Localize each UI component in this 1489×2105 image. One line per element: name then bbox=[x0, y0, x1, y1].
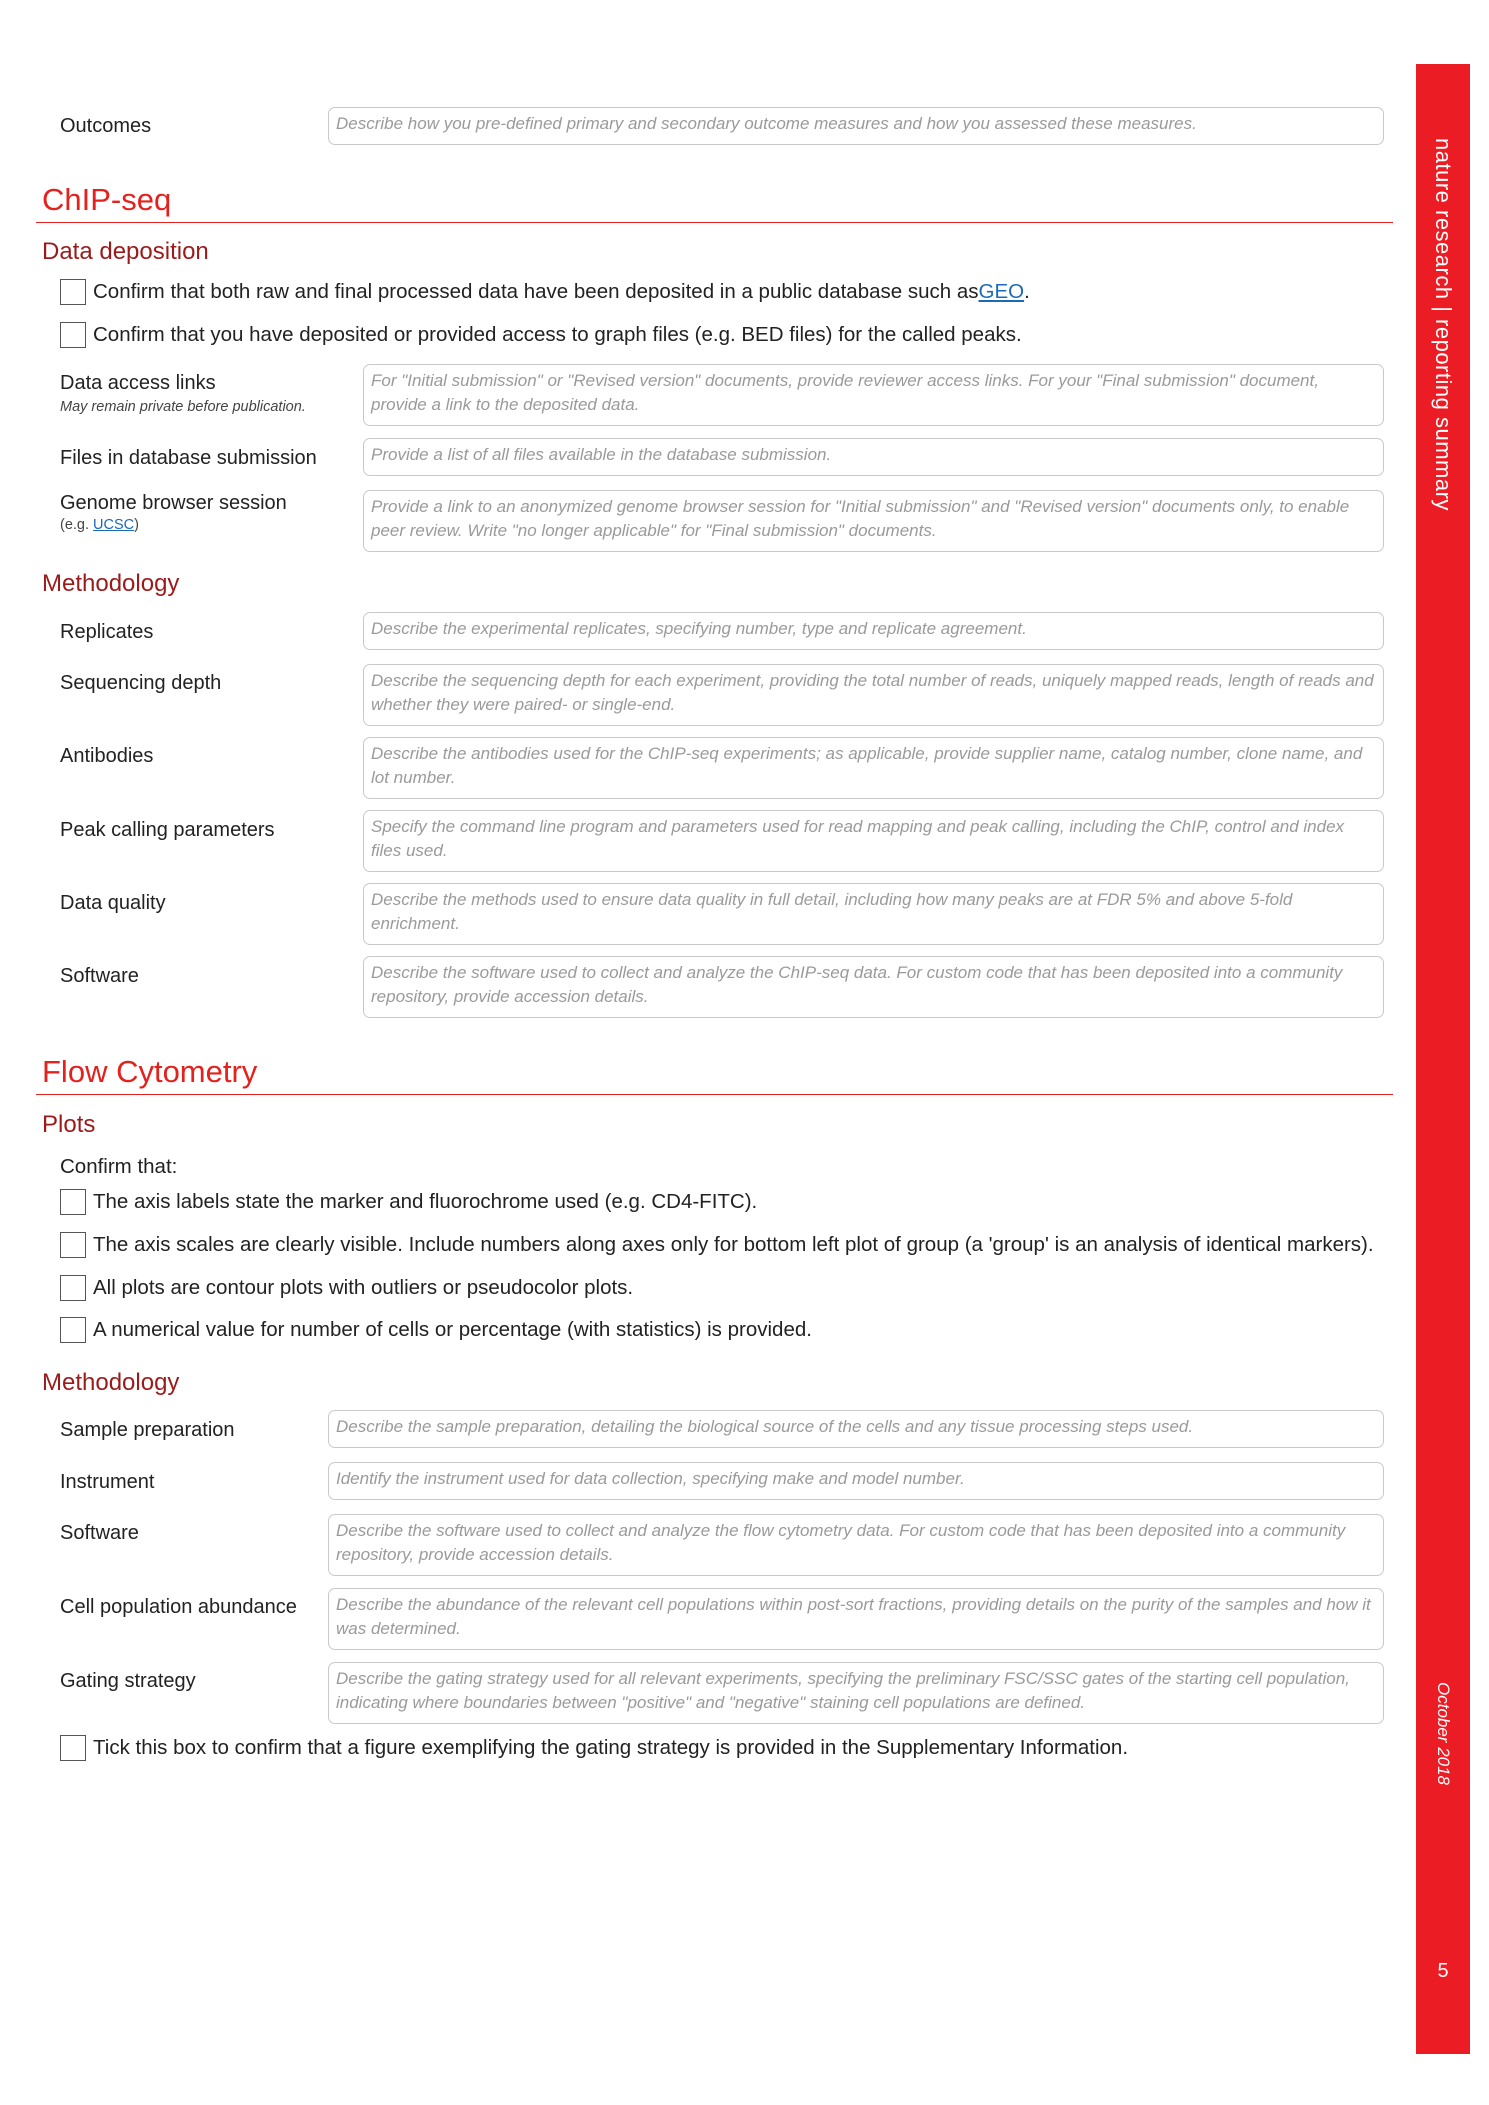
sample-preparation-field[interactable]: Describe the sample preparation, detailing the biological source of the cells and any tissue processing steps used. bbox=[328, 1410, 1384, 1448]
gating-strategy-field[interactable]: Describe the gating strategy used for all relevant experiments, specifying the preliminary FSC/SSC gates of the starting cell population, indicating where boundaries between "positive" and "negative" staining cell populations are defined. bbox=[328, 1662, 1384, 1724]
chipseq-divider bbox=[36, 222, 1393, 223]
chipseq-section-title: ChIP-seq bbox=[42, 182, 172, 217]
data-access-links-label: Data access links bbox=[60, 372, 216, 394]
check-text-axis-labels: The axis labels state the marker and fluorochrome used (e.g. CD4-FITC). bbox=[93, 1190, 758, 1213]
check-text-gating-figure: Tick this box to confirm that a figure exemplifying the gating strategy is provided in the Supplementary Information. bbox=[93, 1736, 1129, 1759]
checkbox-row-axis-scales bbox=[60, 1232, 1374, 1258]
checkbox-axis-scales[interactable] bbox=[60, 1232, 86, 1258]
check-text-geo: Confirm that both raw and final processed data have been deposited in a public database such as bbox=[93, 280, 979, 303]
checkbox-graph-files[interactable] bbox=[60, 322, 86, 348]
chipseq-software-field[interactable]: Describe the software used to collect and analyze the ChIP-seq data. For custom code that has been deposited into a community repository, provide accession details. bbox=[363, 956, 1384, 1018]
ucsc-link[interactable]: UCSC bbox=[93, 517, 135, 533]
flow-software-label: Software bbox=[60, 1522, 139, 1544]
outcomes-field[interactable]: Describe how you pre-defined primary and secondary outcome measures and how you assessed these measures. bbox=[328, 107, 1384, 145]
data-quality-field[interactable]: Describe the methods used to ensure data quality in full detail, including how many peaks are at FDR 5% and above 5-fold enrichment. bbox=[363, 883, 1384, 945]
cell-population-label: Cell population abundance bbox=[60, 1596, 297, 1618]
data-access-links-sublabel: May remain private before publication. bbox=[60, 399, 306, 415]
check-text-numerical-value: A numerical value for number of cells or percentage (with statistics) is provided. bbox=[93, 1318, 812, 1341]
antibodies-field[interactable]: Describe the antibodies used for the ChIP-seq experiments; as applicable, provide supplier name, catalog number, clone name, and lot number. bbox=[363, 737, 1384, 799]
sample-preparation-label: Sample preparation bbox=[60, 1419, 235, 1441]
files-in-database-field[interactable]: Provide a list of all files available in the database submission. bbox=[363, 438, 1384, 476]
outcomes-label: Outcomes bbox=[60, 115, 152, 137]
banner-date: October 2018 bbox=[1434, 1682, 1453, 1786]
data-deposition-heading: Data deposition bbox=[42, 238, 209, 265]
check-text-geo-end: . bbox=[1024, 280, 1030, 303]
checkbox-geo[interactable] bbox=[60, 279, 86, 305]
peak-calling-label: Peak calling parameters bbox=[60, 819, 275, 841]
replicates-label: Replicates bbox=[60, 621, 154, 643]
chipseq-methodology-heading: Methodology bbox=[42, 570, 180, 597]
checkbox-row-contour-plots bbox=[60, 1275, 633, 1301]
peak-calling-field[interactable]: Specify the command line program and parameters used for read mapping and peak calling, including the ChIP, control and index files used. bbox=[363, 810, 1384, 872]
checkbox-row-axis-labels bbox=[60, 1189, 757, 1215]
checkbox-gating-figure[interactable] bbox=[60, 1735, 86, 1761]
checkbox-row-numerical-value bbox=[60, 1317, 812, 1343]
checkbox-axis-labels[interactable] bbox=[60, 1189, 86, 1215]
checkbox-numerical-value[interactable] bbox=[60, 1317, 86, 1343]
replicates-field[interactable]: Describe the experimental replicates, specifying number, type and replicate agreement. bbox=[363, 612, 1384, 650]
data-access-links-field[interactable]: For "Initial submission" or "Revised version" documents, provide reviewer access links. For your "Final submission" document, provide a link to the deposited data. bbox=[363, 364, 1384, 426]
antibodies-label: Antibodies bbox=[60, 745, 154, 767]
genome-browser-label: Genome browser session bbox=[60, 492, 287, 514]
sequencing-depth-field[interactable]: Describe the sequencing depth for each experiment, providing the total number of reads, uniquely mapped reads, length of reads and whether they were paired- or single-end. bbox=[363, 664, 1384, 726]
genome-browser-sublabel-suffix: ) bbox=[134, 517, 139, 533]
flow-software-field[interactable]: Describe the software used to collect and analyze the flow cytometry data. For custom code that has been deposited into a community repository, provide accession details. bbox=[328, 1514, 1384, 1576]
flow-section-title: Flow Cytometry bbox=[42, 1054, 258, 1089]
checkbox-contour-plots[interactable] bbox=[60, 1275, 86, 1301]
check-text-axis-scales: The axis scales are clearly visible. Include numbers along axes only for bottom left plot of group (a 'group' is an analysis of identical markers). bbox=[93, 1233, 1374, 1256]
genome-browser-sublabel-prefix: (e.g. bbox=[60, 517, 94, 533]
checkbox-row-gating-figure bbox=[60, 1735, 1128, 1761]
check-text-graph-files: Confirm that you have deposited or provided access to graph files (e.g. BED files) for the called peaks. bbox=[93, 323, 1022, 346]
gating-strategy-label: Gating strategy bbox=[60, 1670, 196, 1692]
chipseq-software-label: Software bbox=[60, 965, 139, 987]
instrument-label: Instrument bbox=[60, 1471, 155, 1493]
instrument-field[interactable]: Identify the instrument used for data collection, specifying make and model number. bbox=[328, 1462, 1384, 1500]
banner-title: nature research | reporting summary bbox=[1431, 138, 1456, 511]
flow-divider bbox=[36, 1094, 1393, 1095]
plots-heading: Plots bbox=[42, 1111, 96, 1138]
check-text-contour-plots: All plots are contour plots with outliers or pseudocolor plots. bbox=[93, 1276, 634, 1299]
sequencing-depth-label: Sequencing depth bbox=[60, 672, 222, 694]
checkbox-row-geo bbox=[60, 279, 1030, 305]
checkbox-row-graph-files bbox=[60, 322, 1022, 348]
genome-browser-sublabel bbox=[60, 517, 139, 533]
confirm-that-text: Confirm that: bbox=[60, 1155, 178, 1178]
genome-browser-field[interactable]: Provide a link to an anonymized genome browser session for "Initial submission" and "Revised version" documents only, to enable peer review. Write "no longer applicable" for "Final submission" documents. bbox=[363, 490, 1384, 552]
files-in-database-label: Files in database submission bbox=[60, 447, 317, 469]
data-quality-label: Data quality bbox=[60, 892, 166, 914]
cell-population-field[interactable]: Describe the abundance of the relevant cell populations within post-sort fractions, providing details on the purity of the samples and how it was determined. bbox=[328, 1588, 1384, 1650]
geo-link[interactable]: GEO bbox=[978, 280, 1025, 303]
page-number: 5 bbox=[1437, 1960, 1449, 1982]
flow-methodology-heading: Methodology bbox=[42, 1369, 180, 1396]
